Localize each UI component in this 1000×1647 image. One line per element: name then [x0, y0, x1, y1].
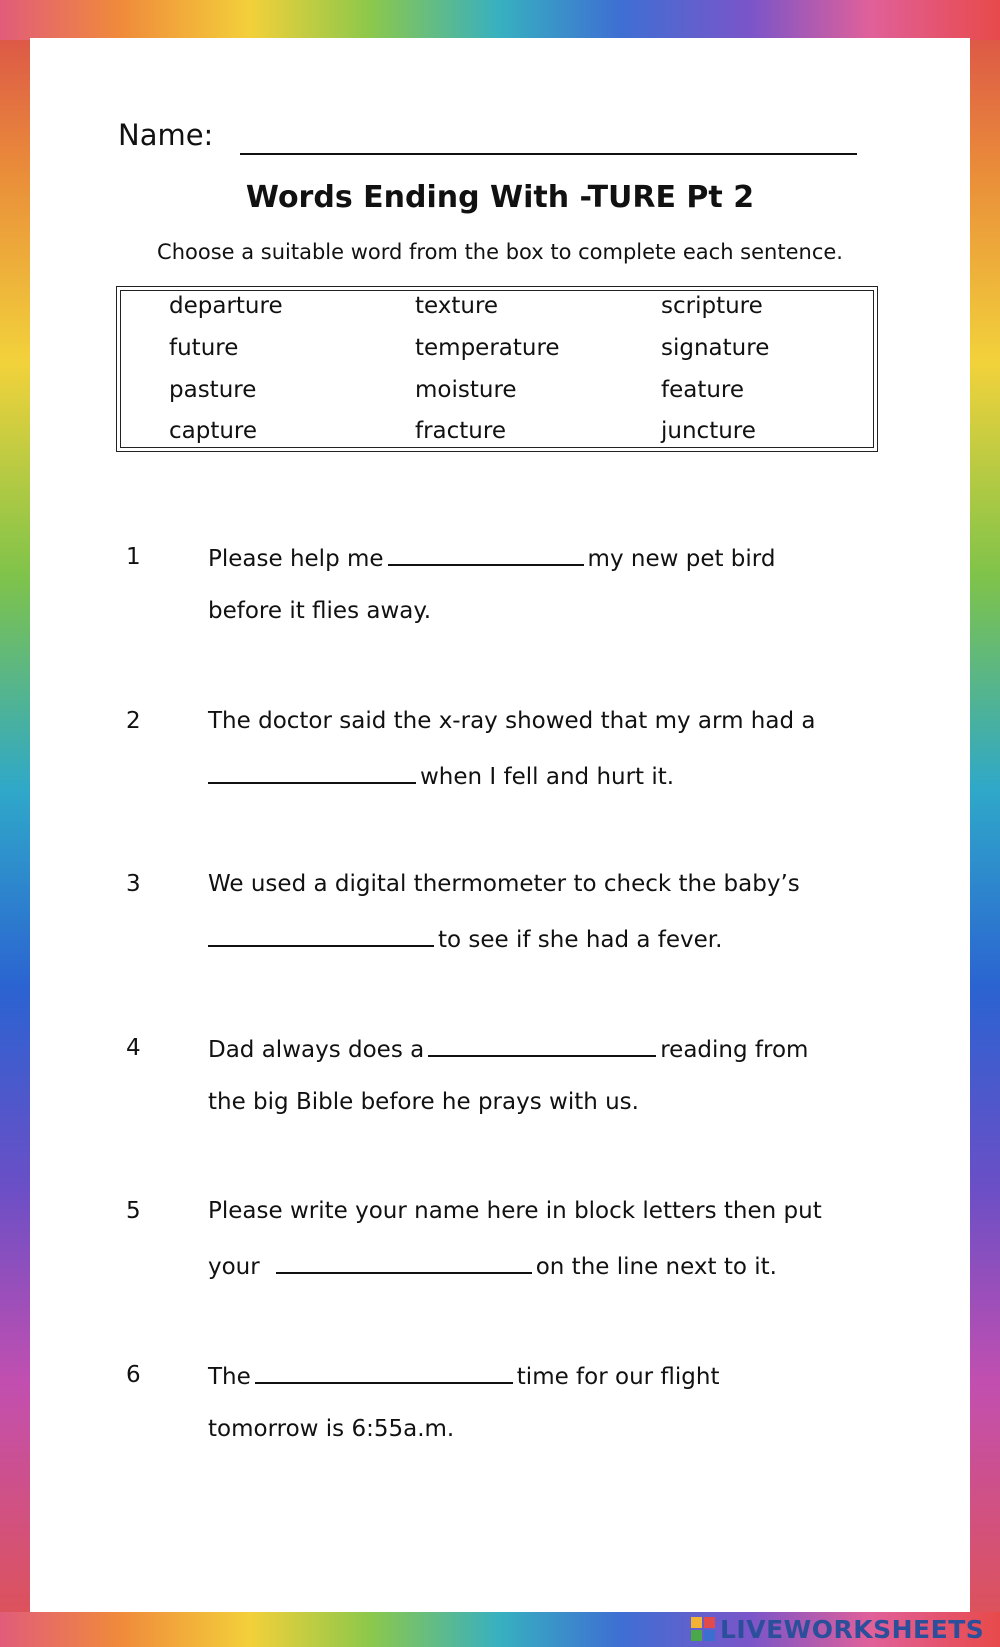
word-bank-item: fracture: [415, 418, 506, 444]
question-number: 5: [126, 1198, 141, 1224]
instructions: Choose a suitable word from the box to complete each sentence.: [157, 240, 843, 264]
word-bank-item: temperature: [415, 335, 560, 361]
word-bank-item: capture: [169, 418, 258, 444]
question-4-line-2: the big Bible before he prays with us.: [208, 1089, 639, 1115]
word-bank-item: texture: [415, 293, 499, 319]
question-6-line-1: [208, 1362, 719, 1390]
worksheet-title: Words Ending With -TURE Pt 2: [245, 180, 755, 215]
question-5-line-2: [208, 1252, 777, 1280]
question-text: The: [208, 1364, 251, 1390]
question-number: 6: [126, 1362, 141, 1388]
answer-blank-4[interactable]: [428, 1035, 656, 1057]
worksheet-page: [30, 38, 970, 1612]
answer-blank-3[interactable]: [208, 925, 434, 947]
question-text: my new pet bird: [587, 546, 776, 572]
question-number: 3: [126, 871, 141, 897]
question-5-line-1: Please write your name here in block letters then put: [208, 1198, 822, 1224]
answer-blank-6[interactable]: [255, 1362, 513, 1384]
word-bank-item: pasture: [169, 377, 257, 403]
question-4-line-1: [208, 1035, 808, 1063]
word-bank-item: feature: [661, 377, 745, 403]
name-input-line[interactable]: [240, 153, 857, 155]
question-1-line-1: [208, 544, 775, 572]
question-text: reading from: [660, 1037, 809, 1063]
question-1-line-2: before it flies away.: [208, 598, 432, 624]
word-bank-item: juncture: [661, 418, 756, 444]
liveworksheets-logo-icon: [690, 1616, 716, 1642]
word-bank-item: departure: [169, 293, 283, 319]
rainbow-border-top: [0, 0, 1000, 40]
question-text: when I fell and hurt it.: [420, 764, 675, 790]
word-bank-item: moisture: [415, 377, 517, 403]
question-text: time for our flight: [516, 1364, 720, 1390]
answer-blank-5[interactable]: [276, 1252, 532, 1274]
logo-text: LIVEWORKSHEETS: [720, 1614, 985, 1644]
question-number: 2: [126, 708, 141, 734]
question-text: Dad always does a: [208, 1037, 425, 1063]
answer-blank-1[interactable]: [388, 544, 584, 566]
answer-blank-2[interactable]: [208, 762, 416, 784]
word-bank-item: signature: [661, 335, 770, 361]
word-bank-item: future: [169, 335, 239, 361]
question-2-line-2: [208, 762, 674, 790]
name-label: Name:: [118, 118, 214, 152]
question-text: your: [208, 1254, 260, 1280]
liveworksheets-logo: [690, 1614, 984, 1644]
question-2-line-1: The doctor said the x-ray showed that my arm had a: [208, 708, 816, 734]
question-text: on the line next to it.: [535, 1254, 777, 1280]
question-text: Please help me: [208, 546, 384, 572]
word-bank-item: scripture: [661, 293, 763, 319]
question-number: 1: [126, 544, 141, 570]
question-6-line-2: tomorrow is 6:55a.m.: [208, 1416, 455, 1442]
question-3-line-1: We used a digital thermometer to check the baby’s: [208, 871, 800, 897]
question-3-line-2: [208, 925, 722, 953]
question-text: to see if she had a fever.: [438, 927, 723, 953]
question-number: 4: [126, 1035, 141, 1061]
word-bank-box: [116, 286, 878, 452]
